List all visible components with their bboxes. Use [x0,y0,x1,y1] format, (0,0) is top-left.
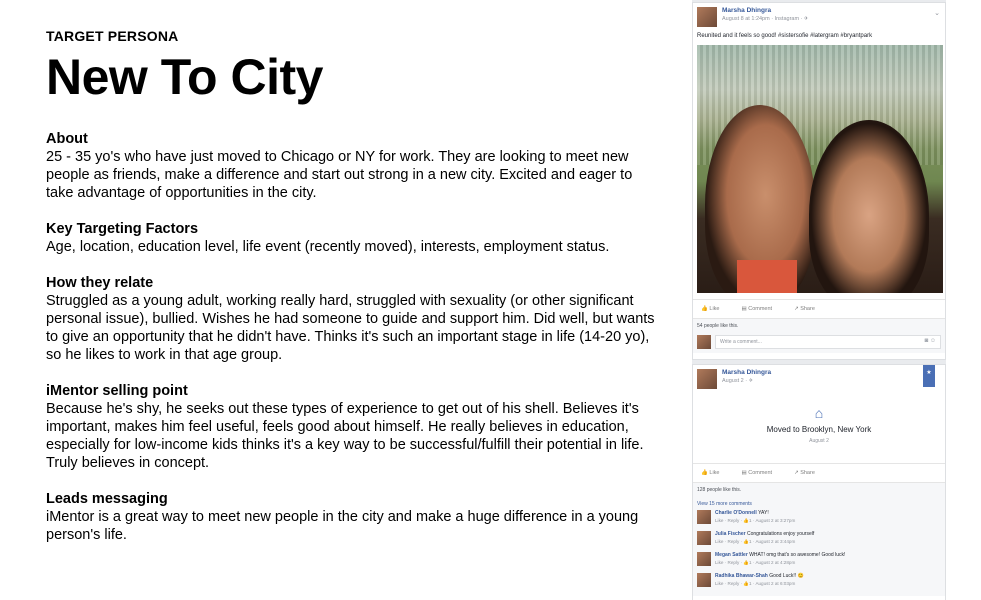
post-meta: August 2 · ✈ [722,378,754,384]
section-how-they-relate [46,274,656,364]
avatar[interactable] [697,531,711,545]
thumbs-up-icon: 👍 [701,470,708,476]
comment-item [697,531,941,552]
section-leads-messaging [46,490,656,544]
section-body: Age, location, education level, life event (recently moved), interests, employment status. [46,239,610,255]
share-button[interactable]: ↗ Share [794,306,815,312]
persona-kicker: TARGET PERSONA [46,28,179,44]
like-button[interactable]: 👍 Like [701,470,720,476]
event-date: August 2 [809,438,829,444]
share-button[interactable]: ↗ Share [794,470,815,476]
post-caption: Reunited and it feels so good! #sistersofie #latergram #bryantpark [697,33,873,39]
comment-author[interactable]: Megan Sattler [715,552,748,558]
camera-icon[interactable]: ◙ ☺ [924,338,936,344]
avatar[interactable] [697,7,717,27]
section-heading: Leads messaging [46,491,168,507]
post-meta: August 8 at 1:24pm · Instagram · ✈ [722,16,809,22]
persona-title: New To City [46,49,323,105]
view-more-comments-link[interactable]: View 15 more comments [697,501,752,507]
section-heading: Key Targeting Factors [46,221,199,237]
avatar [697,335,711,349]
post-header [693,3,945,29]
avatar[interactable] [697,510,711,524]
life-event [693,391,945,463]
comment-author[interactable]: Julia Fischer [715,531,746,537]
post-author[interactable]: Marsha Dhingra [722,369,772,376]
comment-author[interactable]: Charlie O'Donnell [715,510,757,516]
comment-author[interactable]: Radhika Bhawar-Shah [715,573,768,579]
likes-count[interactable]: 54 people like this. [693,318,945,332]
comment-text: WHAT! omg that's so awesome! Good luck! [749,552,846,558]
comment-item [697,510,941,531]
share-icon: ↗ [794,470,799,476]
post-card-photo [692,2,946,360]
like-button[interactable]: 👍 Like [701,306,720,312]
comment-icon: ▤ [741,470,747,476]
social-feed-screenshot [692,0,946,600]
likes-count[interactable]: 128 people like this. [693,482,945,496]
post-photo[interactable] [697,45,943,293]
persona-document [46,28,656,562]
post-actions [693,299,945,318]
comment-meta: Like · Reply · 👍1 · August 2 at 4:28pm [715,560,796,565]
section-heading: How they relate [46,275,154,291]
post-card-life-event [692,364,946,600]
avatar[interactable] [697,573,711,587]
comment-item [697,573,941,594]
comment-item [697,552,941,573]
comment-meta: Like · Reply · 👍1 · August 2 at 6:03pm [715,581,796,586]
section-about [46,130,656,202]
comment-button[interactable]: ▤ Comment [741,470,773,476]
section-body: 25 - 35 yo's who have just moved to Chicago or NY for work. They are looking to meet new people as friends, make a difference and start out strong in a new city. Excited and eager to take advantage of opportunities in the city. [46,149,633,201]
avatar[interactable] [697,552,711,566]
comment-input[interactable]: Write a comment... ◙ ☺ [715,335,941,349]
event-title: Moved to Brooklyn, New York [766,425,872,434]
comment-meta: Like · Reply · 👍1 · August 2 at 3:27pm [715,518,796,523]
chevron-down-icon[interactable]: ⌄ [934,10,940,17]
section-heading: iMentor selling point [46,383,188,399]
share-icon: ↗ [794,306,799,312]
comment-text: YAY! [758,510,769,516]
section-key-targeting-factors [46,220,656,256]
section-body: Because he's shy, he seeks out these types of experience to get out of his shell. Believes it's important, makes him feel useful, feels good about himself. He really believes in education, especially for low-income kids thinks it's a key way to be successful/fulfill their potential in life. Truly believes in concept. [46,401,644,471]
thumbs-up-icon: 👍 [701,306,708,312]
comment-box [693,332,945,353]
post-header [693,365,945,391]
comment-meta: Like · Reply · 👍1 · August 2 at 3:44pm [715,539,796,544]
comment-text: Congratulations enjoy yourself [746,531,815,537]
comment-icon: ▤ [741,306,747,312]
section-body: Struggled as a young adult, working really hard, struggled with sexuality (or other significant personal issue), bullied. Wishes he had someone to guide and support him. Did well, but wants to give an opportunity that he didn't have. Thinks it's such an important stage in life (14-20 yo), so he likes to work in that age group. [46,293,655,363]
post-author[interactable]: Marsha Dhingra [722,7,772,14]
section-heading: About [46,131,88,147]
section-selling-point [46,382,656,472]
avatar[interactable] [697,369,717,389]
comment-button[interactable]: ▤ Comment [741,306,773,312]
comment-text: Good Luck!! 😊 [769,573,804,579]
post-actions [693,463,945,482]
star-ribbon-icon: ★ [923,365,935,387]
house-icon: ⌂ [814,405,824,421]
comment-list [693,496,945,596]
section-body: iMentor is a great way to meet new people in the city and make a huge difference in a young person's life. [46,509,639,543]
